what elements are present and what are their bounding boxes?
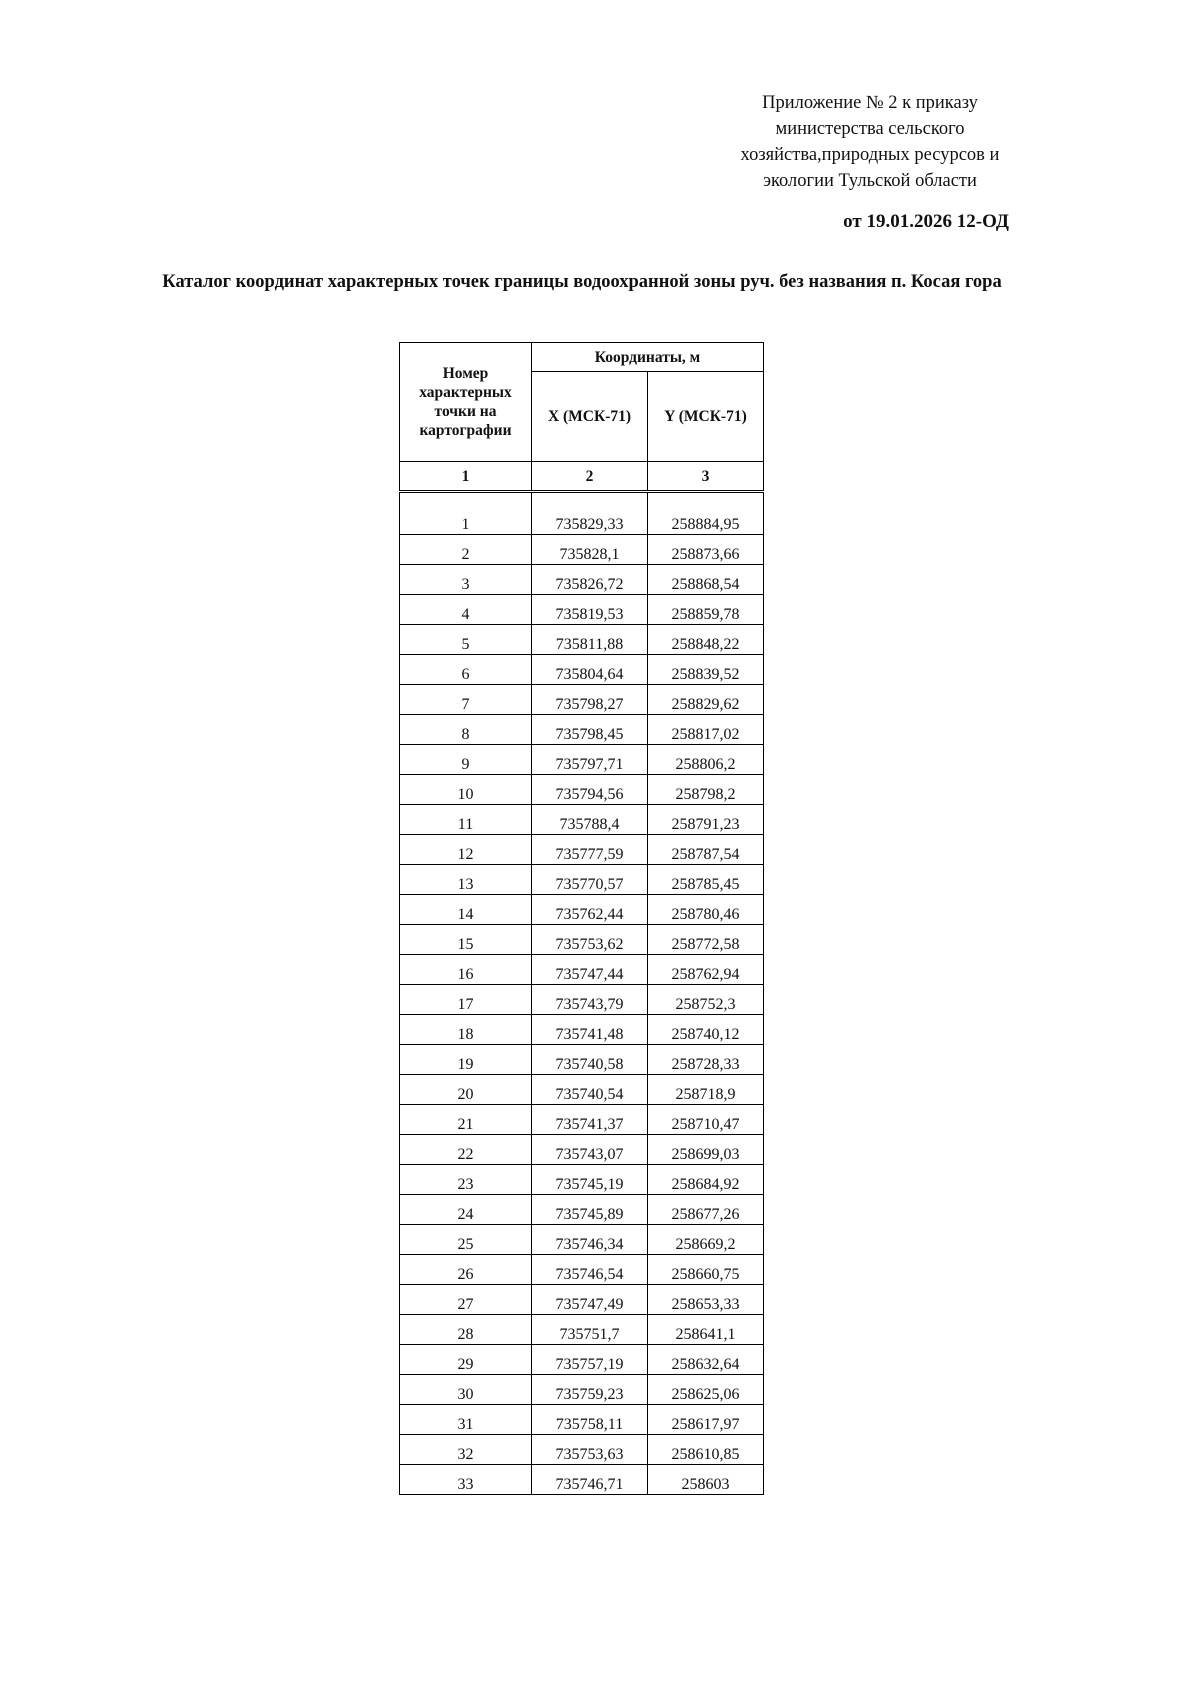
annex-line: министерства сельского	[775, 119, 965, 139]
x-coordinate-cell: 735794,56	[532, 775, 648, 805]
y-coordinate-cell: 258617,97	[648, 1405, 764, 1435]
x-coordinate-cell: 735741,37	[532, 1105, 648, 1135]
x-coordinate-cell: 735798,45	[532, 715, 648, 745]
point-number-cell: 14	[400, 895, 532, 925]
point-number-cell: 4	[400, 595, 532, 625]
y-coordinate-cell: 258752,3	[648, 985, 764, 1015]
annex-line: хозяйства,природных ресурсов и	[740, 145, 1000, 165]
table-row	[400, 595, 764, 625]
y-coordinate-cell: 258791,23	[648, 805, 764, 835]
table-row	[400, 655, 764, 685]
table-row	[400, 775, 764, 805]
table-row	[400, 1015, 764, 1045]
y-coordinate-cell: 258798,2	[648, 775, 764, 805]
x-coordinate-cell: 735770,57	[532, 865, 648, 895]
x-coordinate-cell: 735741,48	[532, 1015, 648, 1045]
point-number-cell: 23	[400, 1165, 532, 1195]
column-number: 2	[532, 462, 648, 492]
point-number-cell: 22	[400, 1135, 532, 1165]
table-row	[400, 1315, 764, 1345]
point-number-cell: 29	[400, 1345, 532, 1375]
point-number-cell: 21	[400, 1105, 532, 1135]
y-coordinate-cell: 258785,45	[648, 865, 764, 895]
y-coordinate-cell: 258603	[648, 1465, 764, 1495]
point-number-cell: 6	[400, 655, 532, 685]
point-number-cell: 17	[400, 985, 532, 1015]
order-reference: от 19.01.2026 12-ОД	[843, 211, 1009, 232]
table-row	[400, 625, 764, 655]
table-row	[400, 1105, 764, 1135]
table-body	[400, 492, 764, 1495]
x-coordinate-cell: 735743,79	[532, 985, 648, 1015]
table-row	[400, 1345, 764, 1375]
point-number-cell: 26	[400, 1255, 532, 1285]
point-number-cell: 11	[400, 805, 532, 835]
point-number-cell: 8	[400, 715, 532, 745]
y-coordinate-cell: 258718,9	[648, 1075, 764, 1105]
table-row	[400, 715, 764, 745]
x-coordinate-cell: 735788,4	[532, 805, 648, 835]
point-number-cell: 3	[400, 565, 532, 595]
point-number-cell: 7	[400, 685, 532, 715]
x-coordinate-cell: 735746,54	[532, 1255, 648, 1285]
table-row	[400, 1045, 764, 1075]
y-coordinate-cell: 258884,95	[648, 492, 764, 535]
x-coordinate-cell: 735819,53	[532, 595, 648, 625]
x-coordinate-cell: 735757,19	[532, 1345, 648, 1375]
point-number-cell: 16	[400, 955, 532, 985]
y-coordinate-cell: 258632,64	[648, 1345, 764, 1375]
table-row	[400, 1225, 764, 1255]
x-coordinate-cell: 735745,89	[532, 1195, 648, 1225]
x-coordinate-cell: 735746,71	[532, 1465, 648, 1495]
y-coordinate-cell: 258684,92	[648, 1165, 764, 1195]
point-number-cell: 5	[400, 625, 532, 655]
document-title: Каталог координат характерных точек границы водоохранной зоны руч. без названия п. Косая гора	[162, 272, 1002, 292]
y-coordinate-cell: 258653,33	[648, 1285, 764, 1315]
point-number-cell: 10	[400, 775, 532, 805]
point-number-cell: 30	[400, 1375, 532, 1405]
y-coordinate-cell: 258740,12	[648, 1015, 764, 1045]
point-number-cell: 20	[400, 1075, 532, 1105]
x-coordinate-cell: 735762,44	[532, 895, 648, 925]
y-coordinate-cell: 258829,62	[648, 685, 764, 715]
table-row	[400, 805, 764, 835]
y-coordinate-cell: 258787,54	[648, 835, 764, 865]
table-row	[400, 1255, 764, 1285]
y-coordinate-cell: 258806,2	[648, 745, 764, 775]
y-coordinate-cell: 258780,46	[648, 895, 764, 925]
point-number-cell: 28	[400, 1315, 532, 1345]
y-coordinate-cell: 258699,03	[648, 1135, 764, 1165]
table-row	[400, 835, 764, 865]
x-coordinate-cell: 735804,64	[532, 655, 648, 685]
x-coordinate-cell: 735740,58	[532, 1045, 648, 1075]
y-coordinate-cell: 258625,06	[648, 1375, 764, 1405]
point-number-cell: 15	[400, 925, 532, 955]
x-coordinate-cell: 735753,62	[532, 925, 648, 955]
y-coordinate-cell: 258848,22	[648, 625, 764, 655]
x-coordinate-cell: 735777,59	[532, 835, 648, 865]
y-coordinate-cell: 258772,58	[648, 925, 764, 955]
x-coordinate-cell: 735798,27	[532, 685, 648, 715]
y-coordinate-cell: 258728,33	[648, 1045, 764, 1075]
table-row	[400, 1465, 764, 1495]
column-number: 3	[648, 462, 764, 492]
y-coordinate-cell: 258859,78	[648, 595, 764, 625]
coordinates-header: Координаты, м	[532, 343, 764, 372]
x-coordinate-cell: 735828,1	[532, 535, 648, 565]
point-number-cell: 1	[400, 492, 532, 535]
annex-header	[720, 90, 1020, 194]
x-coordinate-cell: 735797,71	[532, 745, 648, 775]
table-row	[400, 565, 764, 595]
x-coordinate-cell: 735759,23	[532, 1375, 648, 1405]
point-number-cell: 25	[400, 1225, 532, 1255]
table-row	[400, 1165, 764, 1195]
annex-line: экологии Тульской области	[763, 171, 977, 191]
y-coordinate-cell: 258660,75	[648, 1255, 764, 1285]
coordinates-table	[399, 342, 764, 1495]
table-row	[400, 895, 764, 925]
x-coordinate-cell: 735747,44	[532, 955, 648, 985]
y-coordinate-cell: 258762,94	[648, 955, 764, 985]
table-row	[400, 745, 764, 775]
x-coordinate-cell: 735811,88	[532, 625, 648, 655]
point-number-cell: 27	[400, 1285, 532, 1315]
annex-line: Приложение № 2 к приказу	[762, 93, 978, 113]
y-coordinate-cell: 258868,54	[648, 565, 764, 595]
x-coordinate-cell: 735751,7	[532, 1315, 648, 1345]
y-coordinate-cell: 258710,47	[648, 1105, 764, 1135]
y-coordinate-cell: 258873,66	[648, 535, 764, 565]
point-number-cell: 32	[400, 1435, 532, 1465]
y-coordinate-cell: 258677,26	[648, 1195, 764, 1225]
table-row	[400, 1405, 764, 1435]
table-row	[400, 925, 764, 955]
column-number: 1	[400, 462, 532, 492]
table-header	[400, 343, 764, 492]
table-row	[400, 492, 764, 535]
point-number-cell: 9	[400, 745, 532, 775]
table-row	[400, 535, 764, 565]
table-row	[400, 1435, 764, 1465]
table-row	[400, 1075, 764, 1105]
x-coordinate-cell: 735743,07	[532, 1135, 648, 1165]
x-coordinate-cell: 735826,72	[532, 565, 648, 595]
table-row	[400, 1285, 764, 1315]
table-row	[400, 865, 764, 895]
table-row	[400, 1375, 764, 1405]
point-number-cell: 2	[400, 535, 532, 565]
point-number-cell: 18	[400, 1015, 532, 1045]
table-row	[400, 955, 764, 985]
point-number-cell: 24	[400, 1195, 532, 1225]
x-coordinate-cell: 735829,33	[532, 492, 648, 535]
table-row	[400, 1135, 764, 1165]
table-row	[400, 1195, 764, 1225]
y-coordinate-cell: 258817,02	[648, 715, 764, 745]
y-coordinate-cell: 258839,52	[648, 655, 764, 685]
x-coordinate-cell: 735747,49	[532, 1285, 648, 1315]
x-coordinate-cell: 735758,11	[532, 1405, 648, 1435]
point-number-cell: 19	[400, 1045, 532, 1075]
x-coordinate-cell: 735746,34	[532, 1225, 648, 1255]
point-number-cell: 13	[400, 865, 532, 895]
table-row	[400, 685, 764, 715]
point-number-cell: 12	[400, 835, 532, 865]
table-row	[400, 985, 764, 1015]
point-number-cell: 33	[400, 1465, 532, 1495]
y-coordinate-cell: 258669,2	[648, 1225, 764, 1255]
x-header: X (МСК-71)	[532, 372, 648, 462]
y-coordinate-cell: 258610,85	[648, 1435, 764, 1465]
y-coordinate-cell: 258641,1	[648, 1315, 764, 1345]
point-number-cell: 31	[400, 1405, 532, 1435]
x-coordinate-cell: 735740,54	[532, 1075, 648, 1105]
point-number-header: Номер характерных точки на картографии	[400, 343, 532, 462]
x-coordinate-cell: 735745,19	[532, 1165, 648, 1195]
y-header: Y (МСК-71)	[648, 372, 764, 462]
x-coordinate-cell: 735753,63	[532, 1435, 648, 1465]
